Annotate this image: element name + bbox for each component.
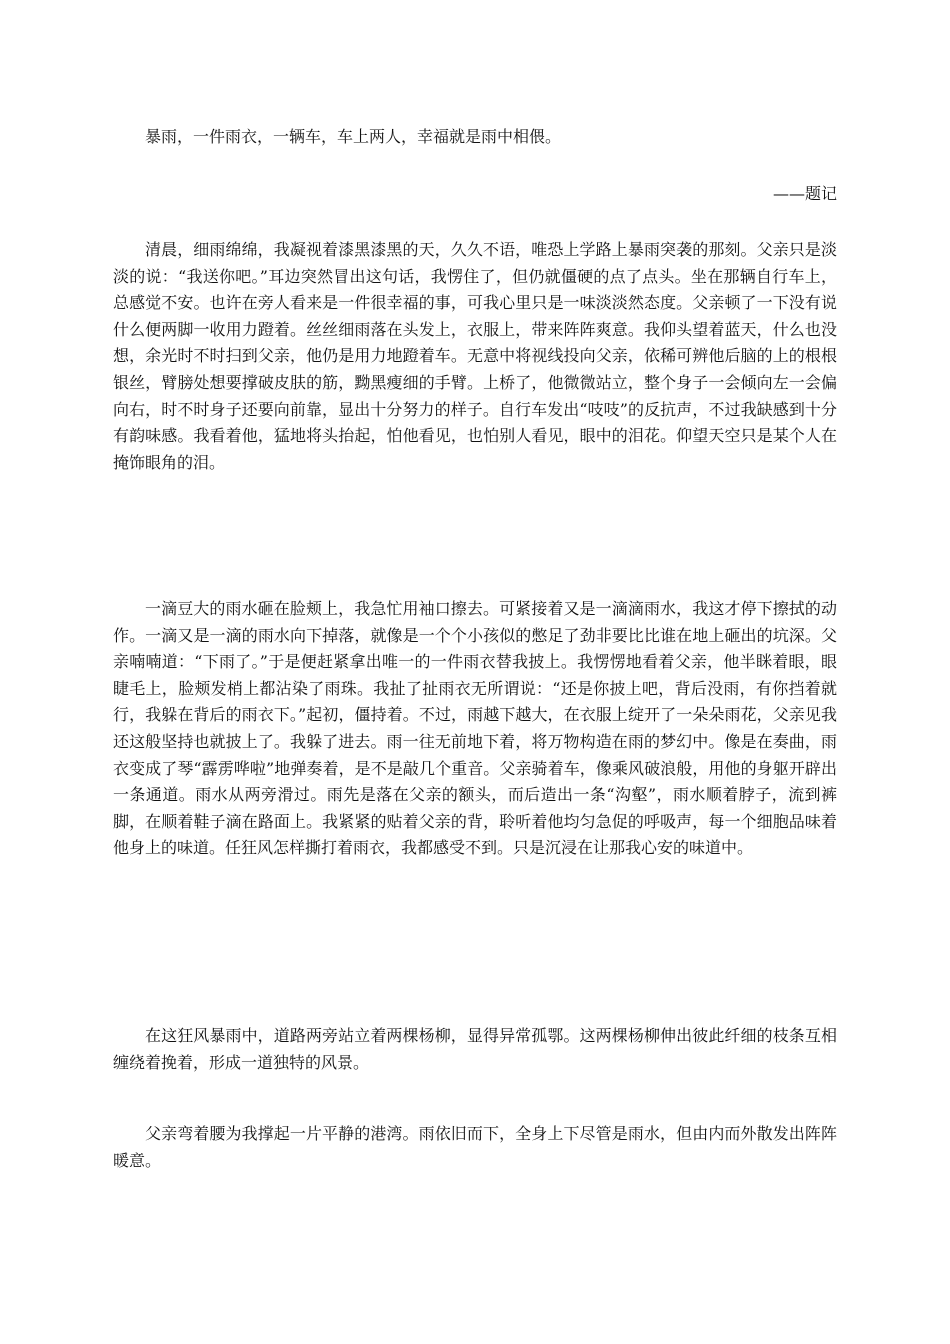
epigraph-text: 暴雨，一件雨衣，一辆车，车上两人，幸福就是雨中相偎。: [145, 127, 562, 146]
paragraph-4: 父亲弯着腰为我撑起一片平静的港湾。雨依旧而下，全身上下尽管是雨水，但由内而外散发出阵阵暖意。: [113, 1124, 837, 1170]
epigraph-signature: ——题记: [772, 184, 837, 203]
paragraph-3: 在这狂风暴雨中，道路两旁站立着两棵杨柳，显得异常孤鄂。这两棵杨柳伸出彼此纤细的枝条互相缠绕着挽着，形成一道独特的风景。: [113, 1026, 837, 1072]
paragraph-2: 一滴豆大的雨水砸在脸颊上，我急忙用袖口擦去。可紧接着又是一滴滴雨水，我这才停下擦拭的动作。一滴又是一滴的雨水向下掉落，就像是一个个小孩似的憋足了劲非要比比谁在地上砸出的坑深。父亲喃喃道：“下雨了。”于是便赶紧拿出唯一的一件雨衣替我披上。我愣愣地看着父亲，他半眯着眼，眼睫毛上，脸颊发梢上都沾染了雨珠。我扯了扯雨衣无所谓说：“还是你披上吧，背后没雨，有你挡着就行，我躲在背后的雨衣下。”起初，僵持着。不过，雨越下越大，在衣服上绽开了一朵朵雨花，父亲见我还这般坚持也就披上了。我躲了进去。雨一往无前地下着，将万物构造在雨的梦幻中。像是在奏曲，雨衣变成了琴“霹雳哗啦”地弹奏着，是不是敲几个重音。父亲骑着车，像乘风破浪般，用他的身躯开辟出一条通道。雨水从两旁滑过。雨先是落在父亲的额头，而后造出一条“沟壑”，雨水顺着脖子，流到裤脚，在顺着鞋子滴在路面上。我紧紧的贴着父亲的背，聆听着他均匀急促的呼吸声，每一个细胞品味着他身上的味道。任狂风怎样撕打着雨衣，我都感受不到。只是沉浸在让那我心安的味道中。: [113, 599, 837, 858]
paragraph-1: 清晨，细雨绵绵，我凝视着漆黑漆黑的天，久久不语，唯恐上学路上暴雨突袭的那刻。父亲只是淡淡的说：“我送你吧。”耳边突然冒出这句话，我愣住了，但仍就僵硬的点了点头。坐在那辆自行车上，总感觉不安。也许在旁人看来是一件很幸福的事，可我心里只是一味淡淡然态度。父亲顿了一下没有说什么便两脚一收用力蹬着。丝丝细雨落在头发上，衣服上，带来阵阵爽意。我仰头望着蓝天，什么也没想，余光时不时扫到父亲，他仍是用力地蹬着车。无意中将视线投向父亲，依稀可辨他后脑的上的根根银丝，臂膀处想要撑破皮肤的筋，黝黑瘦细的手臂。上桥了，他微微站立，整个身子一会倾向左一会偏向右，时不时身子还要向前靠，显出十分努力的样子。自行车发出“吱吱”的反抗声，不过我缺感到十分有韵味感。我看着他，猛地将头抬起，怕他看见，也怕别人看见，眼中的泪花。仰望天空只是某个人在掩饰眼角的泪。: [113, 240, 837, 472]
